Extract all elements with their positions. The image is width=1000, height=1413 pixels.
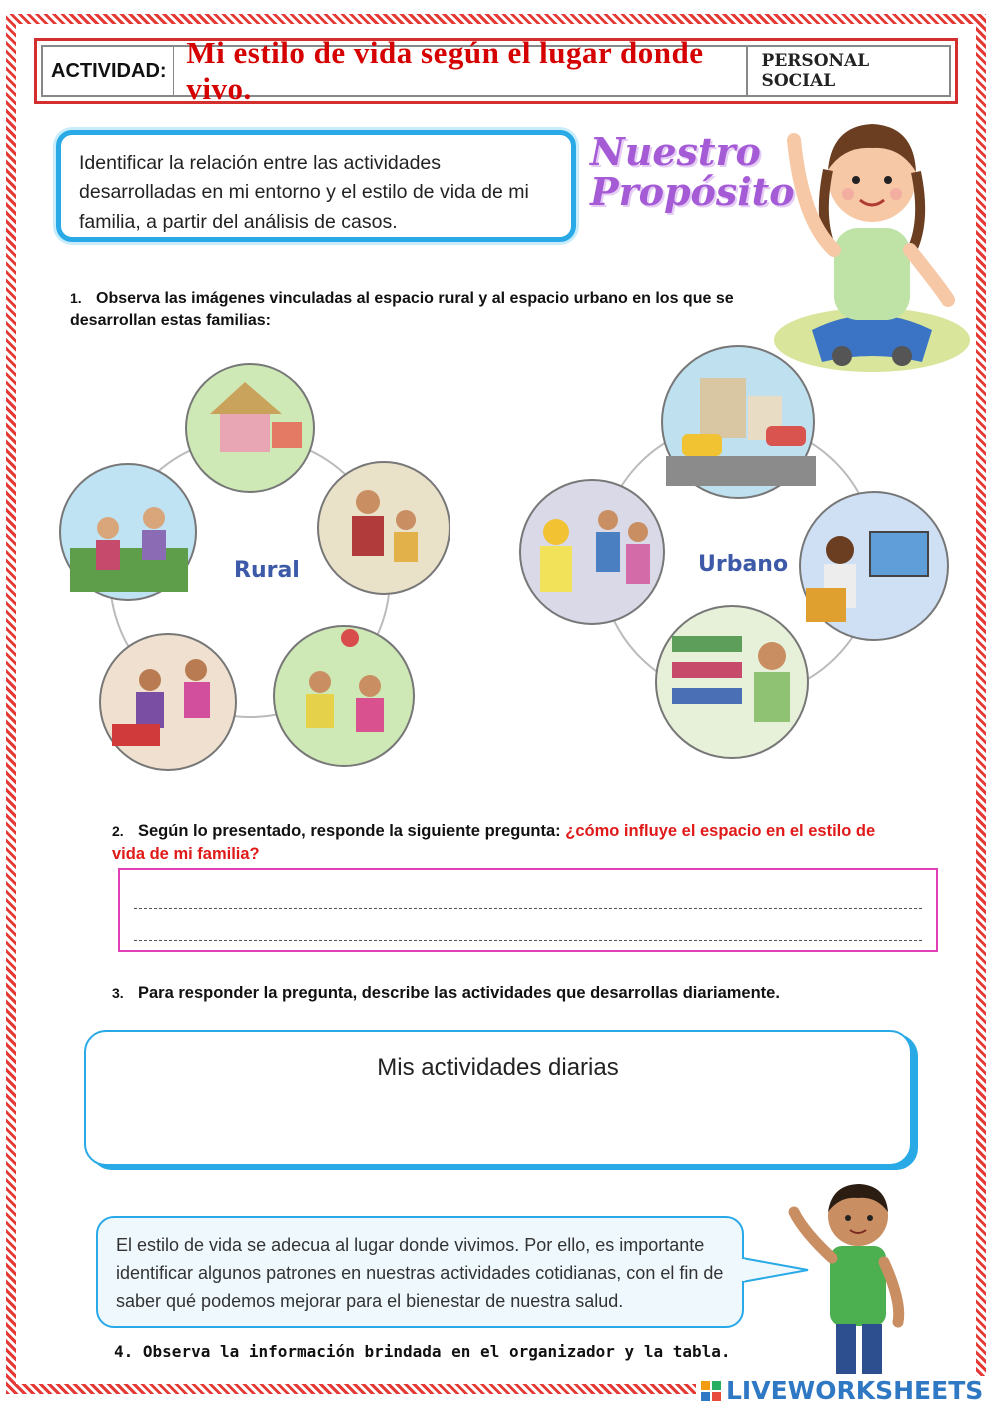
question-3-text: Para responder la pregunta, describe las actividades que desarrollas diariamente. [138, 984, 780, 1002]
rural-scene-neighbors [100, 634, 236, 770]
urbano-label: Urbano [698, 552, 789, 577]
question-4 [114, 1342, 731, 1361]
question-1 [70, 288, 770, 331]
question-4-number: 4. [114, 1342, 134, 1361]
purpose-heading-line1: Nuestro [590, 129, 761, 174]
question-2-text: Según lo presentado, responde la siguiente pregunta: [138, 822, 566, 840]
urban-scene-computer [800, 492, 948, 640]
speech-bubble [96, 1216, 744, 1328]
purpose-box [56, 130, 576, 242]
liveworksheets-logo-icon [700, 1380, 722, 1402]
liveworksheets-watermark[interactable] [696, 1376, 987, 1405]
watermark-text: LIVEWORKSHEETS [726, 1376, 984, 1405]
rural-label: Rural [234, 558, 300, 583]
question-2-number: 2. [112, 823, 124, 839]
question-2 [112, 820, 902, 866]
purpose-heading-line2: Propósito [590, 168, 795, 214]
daily-activities-box[interactable] [84, 1030, 912, 1166]
urban-scene-street [662, 346, 816, 498]
purpose-text: Identificar la relación entre las actividades desarrolladas en mi entorno y el estilo de vida de mi familia, a partir del análisis de casos. [79, 152, 529, 233]
speech-text: El estilo de vida se adecua al lugar donde vivimos. Por ello, es importante identificar algunos patrones en nuestras actividades cotidianas, con el fin de saber qué podemos mejorar para el bienestar de nuestra salud. [116, 1235, 724, 1311]
rural-scene-farming [60, 464, 196, 600]
boy-illustration [780, 1172, 930, 1378]
question-3-number: 3. [112, 985, 124, 1001]
urban-scene-workers [520, 480, 664, 624]
activity-label: ACTIVIDAD: [51, 59, 167, 82]
daily-activities-title: Mis actividades diarias [377, 1054, 619, 1081]
question-2-highlight: ¿cómo influye el espacio en el estilo de vida de mi familia? [112, 822, 876, 864]
answer-line-1 [134, 908, 922, 909]
rural-scene-houses [186, 364, 314, 492]
question-3 [112, 984, 780, 1003]
activity-header [34, 35, 958, 106]
purpose-heading [590, 129, 795, 214]
rural-scene-playing [274, 626, 414, 766]
urban-scene-store [656, 606, 808, 758]
question-1-number: 1. [70, 290, 82, 306]
answer-field[interactable] [118, 868, 938, 952]
question-4-text: Observa la información brindada en el organizador y la tabla. [142, 1342, 731, 1361]
answer-line-2 [134, 940, 922, 941]
rural-scene-family [318, 462, 450, 594]
question-1-text: Observa las imágenes vinculadas al espacio rural y al espacio urbano en los que se desarrollan estas familias: [70, 290, 734, 329]
activity-title: Mi estilo de vida según el lugar donde vivo. [186, 35, 704, 106]
subject-label: PERSONAL SOCIAL [746, 47, 949, 95]
